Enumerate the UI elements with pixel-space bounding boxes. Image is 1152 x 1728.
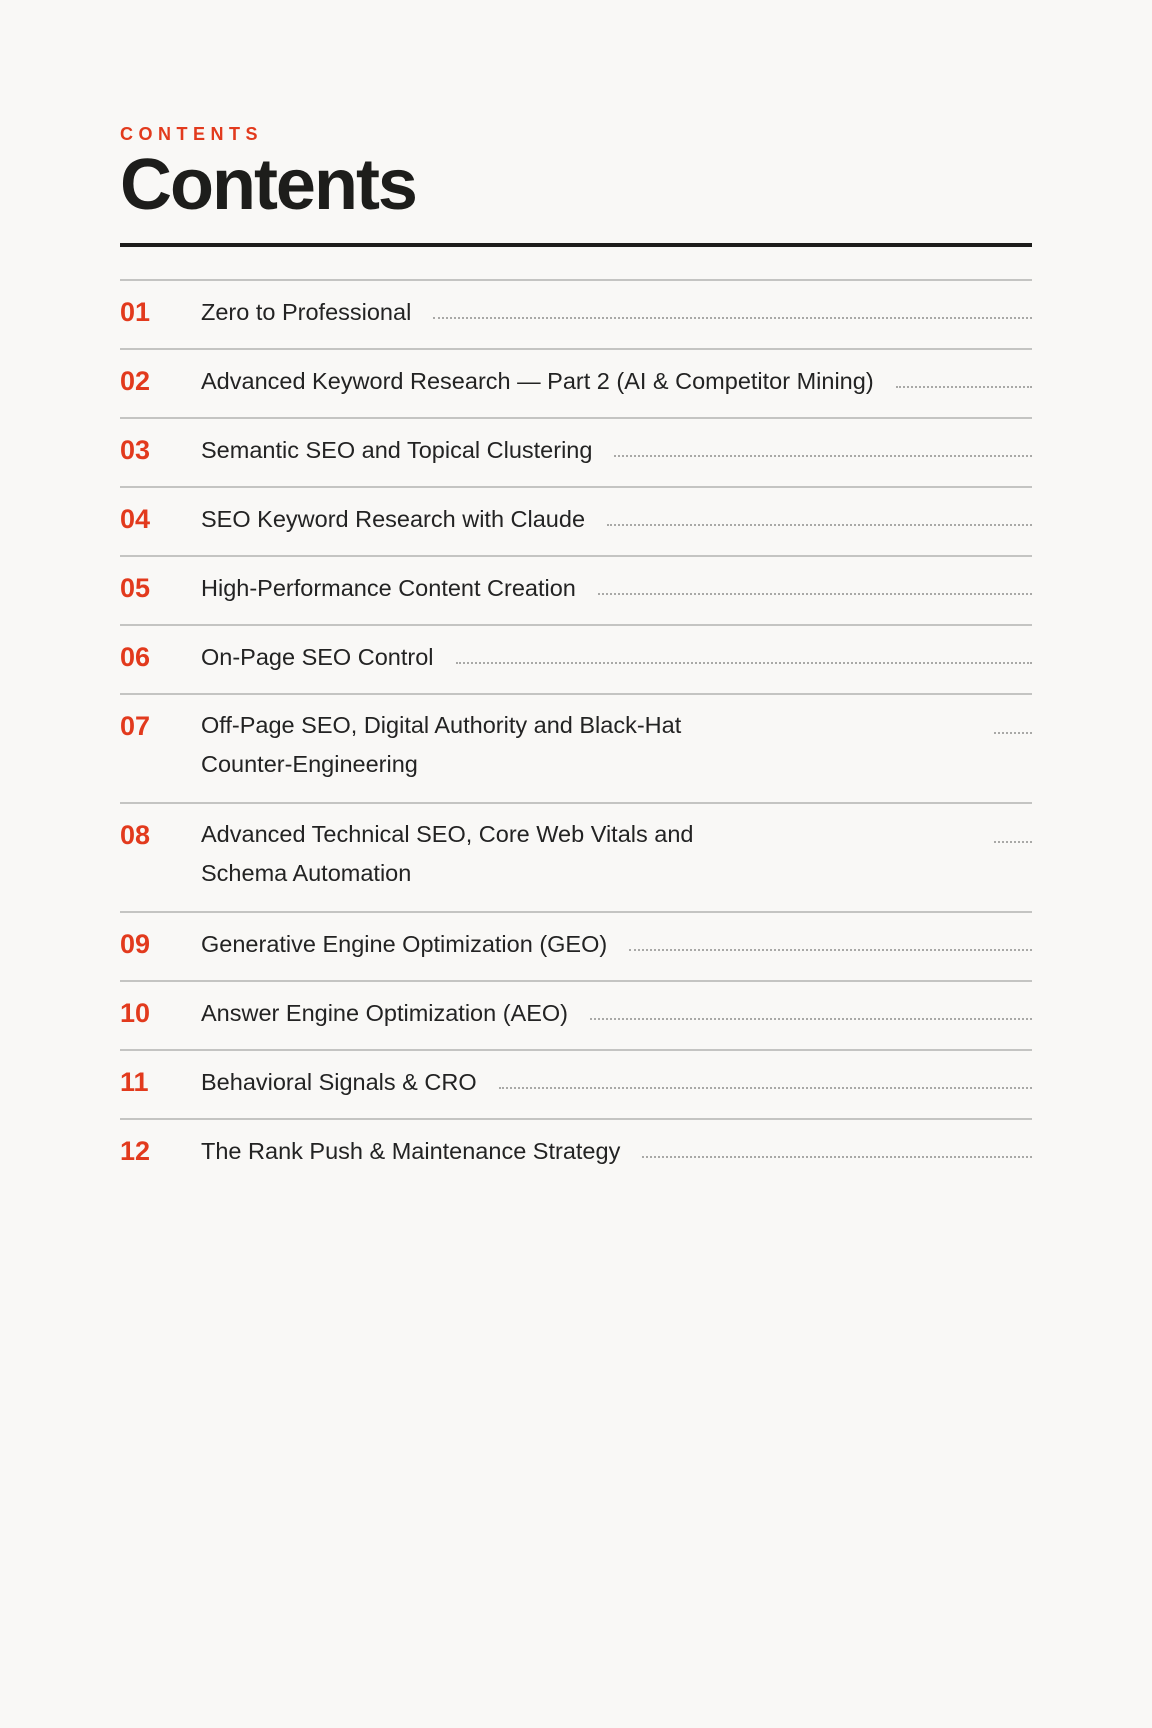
dot-leader xyxy=(590,1018,1032,1020)
toc-entry-11[interactable] xyxy=(120,1051,1032,1120)
title-divider xyxy=(120,243,1032,247)
toc-entry-05[interactable] xyxy=(120,557,1032,626)
chapter-number: 06 xyxy=(120,642,151,672)
toc-entry-03[interactable] xyxy=(120,419,1032,488)
page-title: Contents xyxy=(120,145,416,225)
chapter-title: Generative Engine Optimization (GEO) xyxy=(201,931,608,957)
chapter-number: 01 xyxy=(120,297,151,327)
chapter-title: Advanced Keyword Research — Part 2 (AI & Competitor Mining) xyxy=(201,368,874,394)
dot-leader xyxy=(994,841,1032,843)
chapter-title: The Rank Push & Maintenance Strategy xyxy=(201,1138,621,1164)
dot-leader xyxy=(499,1087,1032,1089)
chapter-title: Zero to Professional xyxy=(201,299,412,325)
dot-leader xyxy=(598,593,1032,595)
chapter-title: On-Page SEO Control xyxy=(201,644,434,670)
dot-leader xyxy=(629,949,1032,951)
dot-leader xyxy=(433,317,1032,319)
dot-leader xyxy=(994,732,1032,734)
chapter-title: Behavioral Signals & CRO xyxy=(201,1069,477,1095)
section-eyebrow: CONTENTS xyxy=(120,124,263,144)
chapter-number: 02 xyxy=(120,366,151,396)
toc-entry-02[interactable] xyxy=(120,350,1032,419)
chapter-number: 12 xyxy=(120,1136,151,1166)
chapter-number: 03 xyxy=(120,435,151,465)
toc-entry-10[interactable] xyxy=(120,982,1032,1051)
toc-entry-12[interactable] xyxy=(120,1120,1032,1189)
chapter-title: SEO Keyword Research with Claude xyxy=(201,506,586,532)
chapter-title: Off-Page SEO, Digital Authority and Black-Hat Counter-Engineering xyxy=(201,712,682,777)
dot-leader xyxy=(642,1156,1032,1158)
chapter-title: Semantic SEO and Topical Clustering xyxy=(201,437,593,463)
toc-entry-06[interactable] xyxy=(120,626,1032,695)
toc-entry-09[interactable] xyxy=(120,913,1032,982)
dot-leader xyxy=(896,386,1032,388)
chapter-number: 09 xyxy=(120,929,151,959)
toc-entry-08[interactable] xyxy=(120,804,1032,913)
table-of-contents xyxy=(120,279,1032,1189)
chapter-title: Answer Engine Optimization (AEO) xyxy=(201,1000,569,1026)
chapter-title: Advanced Technical SEO, Core Web Vitals and Schema Automation xyxy=(201,821,694,886)
chapter-number: 10 xyxy=(120,998,151,1028)
dot-leader xyxy=(607,524,1032,526)
toc-entry-04[interactable] xyxy=(120,488,1032,557)
chapter-number: 04 xyxy=(120,504,151,534)
toc-entry-07[interactable] xyxy=(120,695,1032,804)
dot-leader xyxy=(456,662,1033,664)
toc-entry-01[interactable] xyxy=(120,281,1032,350)
chapter-number: 11 xyxy=(120,1067,149,1097)
chapter-number: 07 xyxy=(120,711,151,741)
chapter-title: High-Performance Content Creation xyxy=(201,575,576,601)
chapter-number: 05 xyxy=(120,573,151,603)
chapter-number: 08 xyxy=(120,820,151,850)
dot-leader xyxy=(614,455,1032,457)
